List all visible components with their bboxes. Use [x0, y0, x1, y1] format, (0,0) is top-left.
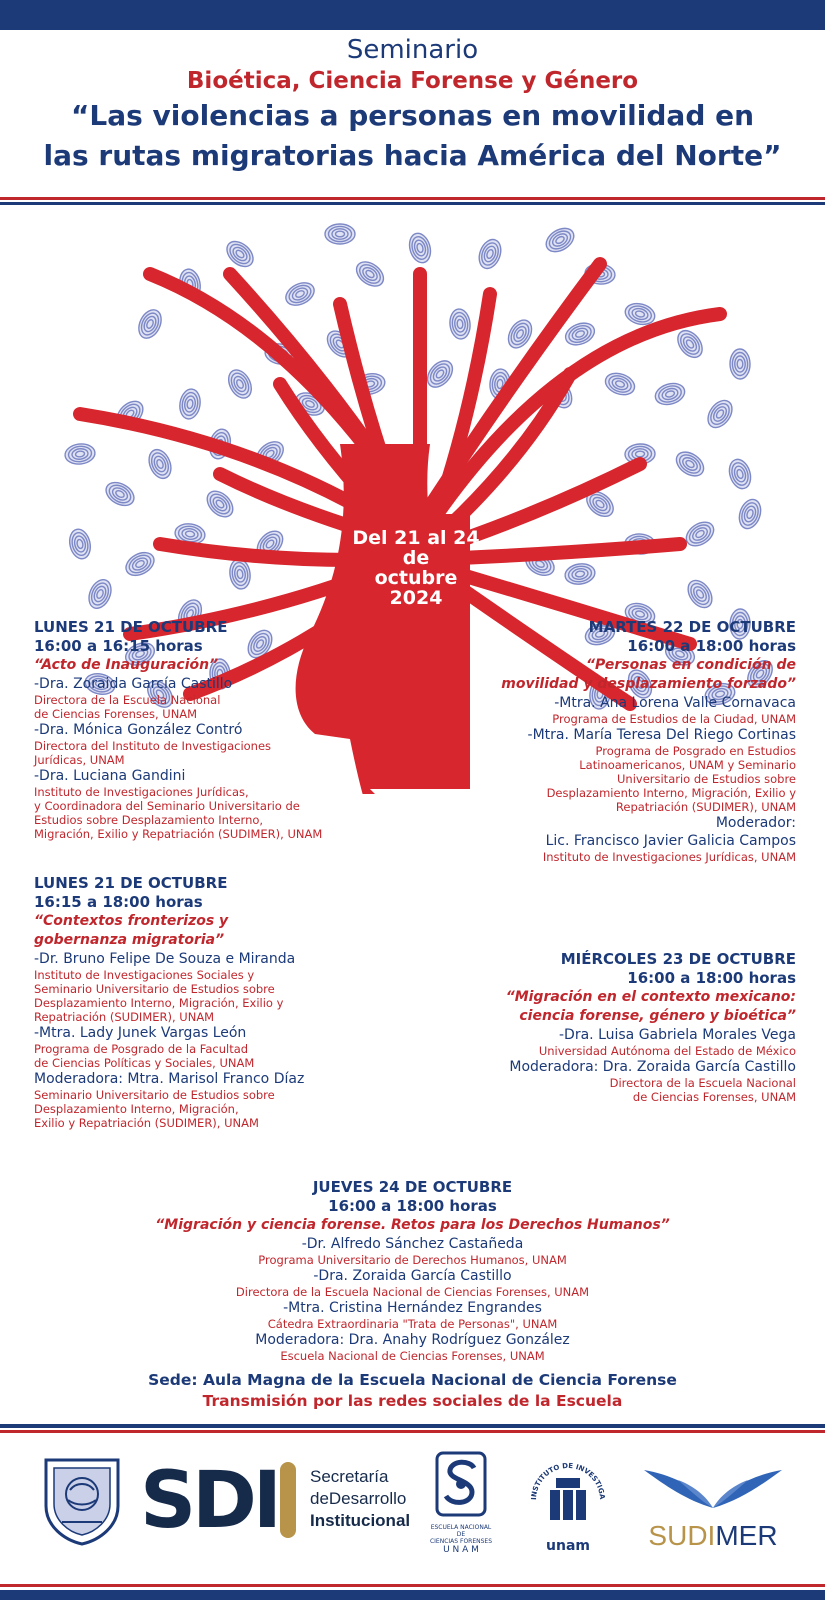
enacif-logo-icon: [434, 1450, 488, 1520]
fingerprint-leaf: [542, 224, 578, 257]
session-hours: 16:00 a 16:15 horas: [34, 637, 203, 655]
bottom-stripe-red: [0, 1584, 825, 1587]
session-talk: movilidad y desplazamiento forzado”: [501, 676, 796, 692]
iij-unam: unam: [546, 1538, 590, 1554]
moderator-name: Moderadora: Dra. Zoraida García Castillo: [509, 1059, 796, 1075]
top-bar: [0, 0, 825, 30]
venue-line: Sede: Aula Magna de la Escuela Nacional de Ciencia Forense: [148, 1371, 677, 1389]
session-talk: “Personas en condición de: [586, 657, 796, 673]
session-talk: “Contextos fronterizos y: [34, 913, 229, 929]
fingerprint-leaf: [602, 369, 637, 398]
bottom-bar-navy: [0, 1590, 825, 1600]
dates-line-4: 2024: [389, 587, 443, 609]
seminar-label: Seminario: [346, 35, 479, 65]
session-talk: gobernanza migratoria”: [34, 932, 225, 948]
sudimer-logo: [638, 1456, 788, 1556]
speaker-affiliation: Programa Universitario de Derechos Humanos, UNAM: [258, 1253, 567, 1267]
speaker-affiliation: Programa de Estudios de la Ciudad, UNAM: [552, 712, 796, 726]
moderator-affiliation: Desplazamiento Interno, Migración,: [34, 1102, 239, 1116]
speaker-affiliation: Repatriación (SUDIMER), UNAM: [615, 800, 796, 814]
fingerprint-leaf: [448, 308, 471, 340]
speaker-affiliation: Seminario Universitario de Estudios sobre: [34, 982, 275, 996]
fingerprint-leaf: [134, 306, 165, 342]
sudimer-word-a: SUDI: [648, 1520, 716, 1551]
sdi-mark: SDI: [140, 1458, 295, 1544]
session-day: LUNES 21 DE OCTUBRE: [34, 874, 228, 892]
session-hours: 16:00 a 18:00 horas: [328, 1197, 497, 1215]
fingerprint-leaf: [85, 576, 115, 612]
session-monday-inauguration: [34, 618, 374, 841]
speaker-name: -Dra. Luisa Gabriela Morales Vega: [559, 1027, 796, 1043]
sdi-text-line: deDesarrollo: [310, 1489, 407, 1508]
fingerprint-leaf: [673, 326, 707, 362]
tree-branch: [425, 264, 600, 514]
sudimer-wings-icon: [638, 1456, 788, 1516]
moderator-affiliation: Directora de la Escuela Nacional: [609, 1076, 796, 1090]
title-line-1: “Las violencias a personas en movilidad en: [70, 99, 755, 132]
iij-logo-icon: [526, 1450, 610, 1534]
fingerprint-leaf: [102, 478, 138, 510]
speaker-name: -Dra. Luciana Gandini: [34, 768, 186, 784]
moderator-affiliation: Instituto de Investigaciones Jurídicas, UNAM: [542, 850, 796, 864]
speaker-affiliation: Programa de Posgrado de la Facultad: [34, 1042, 249, 1056]
session-talk: “Migración y ciencia forense. Retos para los Derechos Humanos”: [155, 1217, 670, 1233]
logos-row: [0, 1450, 825, 1580]
speaker-affiliation: Directora de la Escuela Nacional de Ciencias Forenses, UNAM: [235, 1285, 590, 1299]
unam-shield-icon: [40, 1454, 124, 1546]
fingerprint-leaf: [228, 558, 252, 590]
sudimer-word-b: MER: [715, 1520, 778, 1551]
sdi-logo: [140, 1458, 425, 1550]
moderator-affiliation: Exilio y Repatriación (SUDIMER), UNAM: [34, 1116, 259, 1130]
fingerprint-leaf: [672, 447, 708, 481]
fingerprint-leaf: [202, 486, 237, 521]
session-tuesday: [470, 618, 796, 864]
header-stripe-navy: [0, 202, 825, 205]
speaker-name: -Dr. Bruno Felipe De Souza e Miranda: [34, 951, 296, 967]
speaker-name: -Dra. Mónica González Contró: [34, 722, 243, 738]
fingerprint-leaf: [726, 457, 754, 492]
fingerprint-leaf: [562, 319, 597, 349]
speaker-affiliation: Programa de Posgrado en Estudios: [595, 744, 796, 758]
speaker-affiliation: de Ciencias Forenses, UNAM: [34, 707, 198, 721]
fingerprint-leaf: [475, 236, 504, 271]
broadcast-line: Transmisión por las redes sociales de la Escuela: [202, 1392, 623, 1410]
speaker-affiliation: Repatriación (SUDIMER), UNAM: [34, 1010, 215, 1024]
speaker-affiliation: Jurídicas, UNAM: [34, 753, 125, 767]
footer-stripe-red: [0, 1430, 825, 1433]
moderator-affiliation: de Ciencias Forenses, UNAM: [632, 1090, 796, 1104]
enacif-text: U N A M: [443, 1545, 479, 1555]
speaker-affiliation: Universidad Autónoma del Estado de México: [538, 1044, 796, 1058]
speaker-name: -Mtra. Cristina Hernández Engrandes: [283, 1300, 542, 1316]
dates-line-3: octubre: [374, 567, 458, 589]
moderator-label: Moderador:: [715, 815, 796, 831]
fingerprint-leaf: [178, 388, 202, 421]
fingerprint-leaf: [67, 527, 93, 561]
fingerprint-leaf: [564, 562, 597, 586]
session-day: JUEVES 24 DE OCTUBRE: [312, 1178, 513, 1196]
session-day: LUNES 21 DE OCTUBRE: [34, 618, 228, 636]
sudimer-wordmark: [638, 1520, 788, 1552]
enacif-logo: [428, 1450, 494, 1560]
speaker-name: -Dra. Zoraida García Castillo: [313, 1268, 512, 1284]
dates-line-2: de: [402, 547, 430, 569]
fingerprint-leaf: [145, 446, 175, 481]
session-hours: 16:00 a 18:00 horas: [627, 969, 796, 987]
header-stripe-red: [0, 197, 825, 200]
sdi-text-line: Institucional: [310, 1511, 411, 1530]
speaker-affiliation: Desplazamiento Interno, Migración, Exilio y: [546, 786, 796, 800]
moderator-name: Lic. Francisco Javier Galicia Campos: [545, 833, 796, 849]
speaker-affiliation: Instituto de Investigaciones Sociales y: [34, 968, 255, 982]
fingerprint-leaf: [703, 396, 737, 432]
session-talk: ciencia forense, género y bioética”: [519, 1008, 796, 1024]
fingerprint-leaf: [406, 231, 433, 265]
moderator-name: Moderadora: Dra. Anahy Rodríguez González: [255, 1332, 570, 1348]
speaker-affiliation: Cátedra Extraordinaria "Trata de Personas", UNAM: [267, 1317, 558, 1331]
fingerprint-leaf: [736, 497, 765, 532]
sdi-text-line: Secretaría: [310, 1467, 389, 1486]
fingerprint-leaf: [683, 576, 717, 612]
session-wednesday: [470, 950, 796, 1104]
speaker-affiliation: Universitario de Estudios sobre: [616, 772, 796, 786]
enacif-text: ESCUELA NACIONAL DE: [430, 1524, 492, 1538]
speaker-name: -Mtra. Lady Junek Vargas León: [34, 1025, 247, 1041]
speaker-affiliation: Desplazamiento Interno, Migración, Exilio y: [34, 996, 284, 1010]
sdi-text: [310, 1466, 410, 1532]
fingerprint-leaf: [222, 237, 258, 272]
speaker-affiliation: Instituto de Investigaciones Jurídicas,: [34, 785, 249, 799]
fingerprint-leaf: [682, 517, 718, 550]
sdi-gold-bar: [280, 1462, 296, 1538]
seminar-subtitle: Bioética, Ciencia Forense y Género: [186, 68, 639, 94]
speaker-affiliation: Directora de la Escuela Nacional: [34, 693, 221, 707]
session-talk: “Acto de Inauguración”: [34, 657, 219, 673]
moderator-name: Moderadora: Mtra. Marisol Franco Díaz: [34, 1071, 305, 1087]
speaker-affiliation: y Coordinadora del Seminario Universitario de: [34, 799, 300, 813]
session-hours: 16:00 a 18:00 horas: [627, 637, 796, 655]
speaker-affiliation: Latinoamericanos, UNAM y Seminario: [579, 758, 796, 772]
enacif-text: CIENCIAS FORENSES: [429, 1538, 493, 1545]
fingerprint-leaf: [352, 257, 388, 291]
dates-line-1: Del 21 al 24: [352, 527, 480, 549]
session-talk: “Migración en el contexto mexicano:: [505, 989, 796, 1005]
session-day: MARTES 22 DE OCTUBRE: [588, 618, 796, 636]
header: [0, 34, 825, 176]
speaker-name: -Mtra. Ana Lorena Valle Cornavaca: [554, 695, 796, 711]
speaker-name: -Dra. Zoraida García Castillo: [34, 676, 233, 692]
fingerprint-leaf: [730, 349, 751, 379]
speaker-affiliation: Migración, Exilio y Repatriación (SUDIMER), UNAM: [34, 827, 323, 841]
fingerprint-leaf: [653, 380, 688, 408]
speaker-affiliation: Estudios sobre Desplazamiento Interno,: [34, 813, 264, 827]
speaker-affiliation: Directora del Instituto de Investigaciones: [34, 739, 272, 753]
session-hours: 16:15 a 18:00 horas: [34, 893, 203, 911]
fingerprint-leaf: [224, 366, 256, 402]
moderator-affiliation: Escuela Nacional de Ciencias Forenses, UNAM: [280, 1349, 545, 1363]
fingerprint-leaf: [423, 356, 458, 392]
footer-stripe-navy: [0, 1424, 825, 1428]
event-dates: [340, 528, 492, 608]
venue-info: [0, 1370, 825, 1412]
title-line-2: las rutas migratorias hacia América del Norte”: [43, 139, 782, 172]
session-day: MIÉRCOLES 23 DE OCTUBRE: [560, 950, 796, 968]
fingerprint-leaf: [282, 278, 318, 309]
session-thursday: [100, 1178, 725, 1363]
session-monday-borders: [34, 874, 374, 1130]
iij-arc-text: INSTITUTO DE INVESTIGA: [529, 1461, 607, 1501]
speaker-name: -Mtra. María Teresa Del Riego Cortinas: [527, 727, 796, 743]
iij-logo: [526, 1450, 610, 1560]
moderator-affiliation: Seminario Universitario de Estudios sobre: [34, 1088, 275, 1102]
speaker-affiliation: de Ciencias Políticas y Sociales, UNAM: [34, 1056, 255, 1070]
fingerprint-leaf: [122, 548, 158, 580]
fingerprint-leaf: [325, 224, 355, 244]
fingerprint-leaf: [64, 442, 96, 466]
speaker-name: -Dr. Alfredo Sánchez Castañeda: [301, 1236, 524, 1252]
